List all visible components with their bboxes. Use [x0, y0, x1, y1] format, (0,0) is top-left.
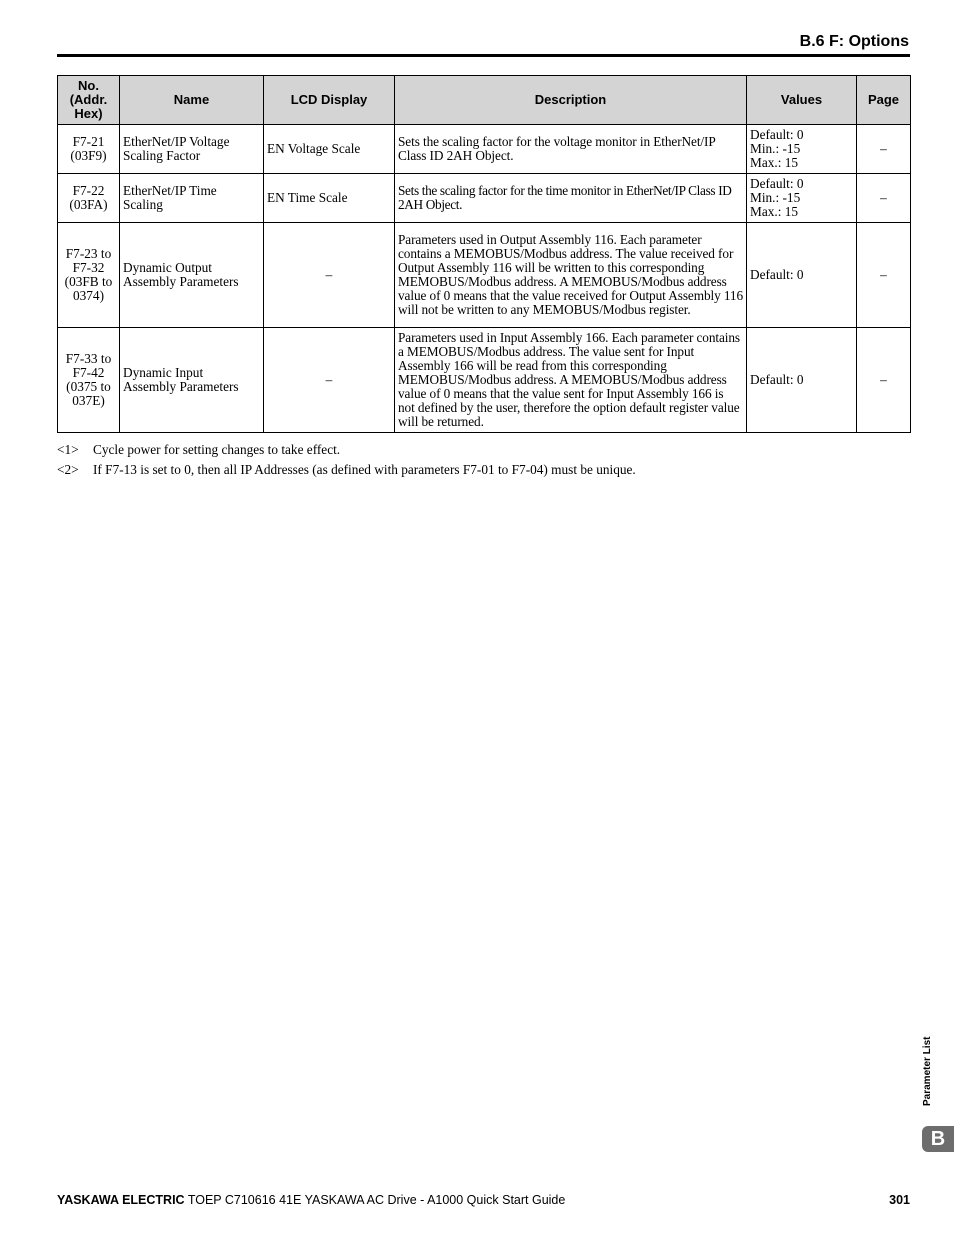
footnote-text: Cycle power for setting changes to take effect. [93, 442, 341, 457]
col-header-description: Description [395, 76, 747, 125]
footnote [57, 440, 917, 460]
param-description: Parameters used in Output Assembly 116. Each parameter contains a MEMOBUS/Modbus address. The value received for Output Assembly 116 will be written to this corresponding MEMOBUS/Modbus address. A MEMOBUS/Modbus address value of 0 means that the value received for Output Assembly 116 will not be written to any MEMOBUS/Modbus register. [395, 223, 747, 328]
page-footer [57, 1193, 910, 1207]
footnote-text: If F7-13 is set to 0, then all IP Addresses (as defined with parameters F7-01 to F7-04) must be unique. [93, 462, 636, 477]
param-number: F7-21 (03F9) [58, 125, 120, 174]
param-values: Default: 0 [747, 223, 857, 328]
param-lcd: – [264, 223, 395, 328]
page-number: 301 [889, 1193, 910, 1207]
section-title: B.6 F: Options [799, 33, 909, 50]
param-lcd: EN Voltage Scale [264, 125, 395, 174]
param-number: F7-22 (03FA) [58, 174, 120, 223]
footer-brand: YASKAWA ELECTRIC [57, 1193, 185, 1207]
param-lcd: EN Time Scale [264, 174, 395, 223]
table-row [58, 328, 911, 433]
param-name: Dynamic Input Assembly Parameters [120, 328, 264, 433]
footnote [57, 460, 917, 480]
col-header-no: No. (Addr. Hex) [58, 76, 120, 125]
col-header-lcd: LCD Display [264, 76, 395, 125]
footer-doc-title: TOEP C710616 41E YASKAWA AC Drive - A1000 Quick Start Guide [184, 1193, 566, 1207]
param-name: Dynamic Output Assembly Parameters [120, 223, 264, 328]
param-number: F7-23 to F7-32 (03FB to 0374) [58, 223, 120, 328]
chapter-tab: B [922, 1126, 954, 1152]
col-header-page: Page [857, 76, 911, 125]
table-row [58, 174, 911, 223]
table-header-row [58, 76, 911, 125]
parameter-table [57, 75, 911, 433]
param-description: Sets the scaling factor for the voltage monitor in EtherNet/IP Class ID 2AH Object. [395, 125, 747, 174]
footnote-marker: <2> [57, 462, 79, 477]
param-number: F7-33 to F7-42 (0375 to 037E) [58, 328, 120, 433]
col-header-values: Values [747, 76, 857, 125]
col-header-name: Name [120, 76, 264, 125]
param-description: Sets the scaling factor for the time monitor in EtherNet/IP Class ID 2AH Object. [395, 174, 747, 223]
param-page: – [857, 223, 911, 328]
param-page: – [857, 125, 911, 174]
header-rule [57, 54, 910, 57]
table-row [58, 125, 911, 174]
param-page: – [857, 174, 911, 223]
param-page: – [857, 328, 911, 433]
param-description: Parameters used in Input Assembly 166. Each parameter contains a MEMOBUS/Modbus address. The value sent for Input Assembly 166 will be read from this corresponding MEMOBUS/Modbus address. A MEMOBUS/Modbus address value of 0 means that the value sent for Input Assembly 166 is not defined by the user, therefore the option default register value will be returned. [395, 328, 747, 433]
side-tab-label: Parameter List [922, 1036, 933, 1106]
param-values: Default: 0 Min.: -15 Max.: 15 [747, 125, 857, 174]
param-name: EtherNet/IP Time Scaling [120, 174, 264, 223]
param-name: EtherNet/IP Voltage Scaling Factor [120, 125, 264, 174]
footnotes [57, 440, 917, 480]
param-values: Default: 0 Min.: -15 Max.: 15 [747, 174, 857, 223]
param-values: Default: 0 [747, 328, 857, 433]
param-lcd: – [264, 328, 395, 433]
footnote-marker: <1> [57, 442, 79, 457]
table-row [58, 223, 911, 328]
